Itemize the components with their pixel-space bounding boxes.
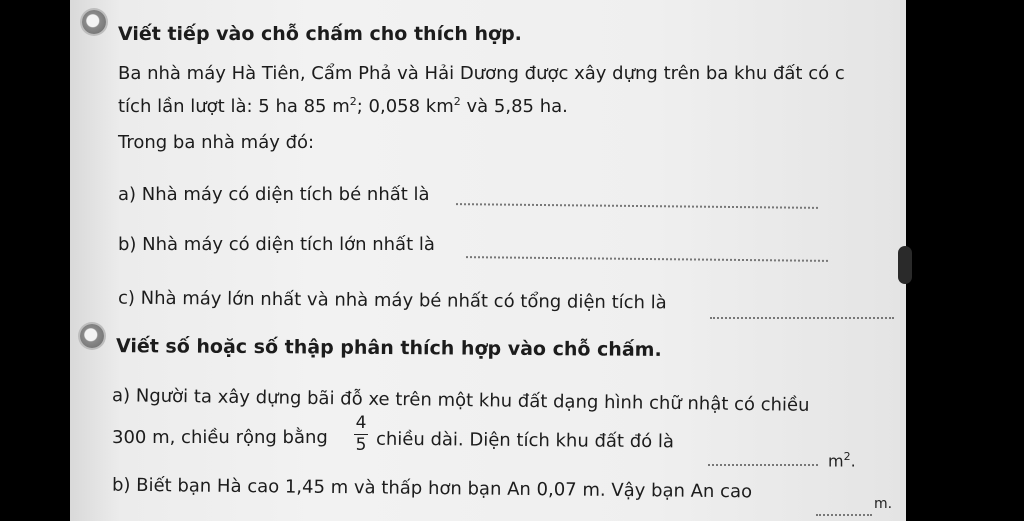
superscript: 2: [453, 95, 461, 108]
exercise-8-item-a-line-2-prefix: 300 m, chiều rộng bằng: [112, 427, 328, 448]
superscript: 2: [349, 95, 357, 108]
intro-area-1: tích lần lượt là: 5 ha 85 m: [118, 96, 350, 117]
exercise-7-item-b: b) Nhà máy có diện tích lớn nhất là: [118, 234, 435, 255]
exercise-8-answer-a-blank[interactable]: [708, 464, 818, 466]
exercise-8-item-b-unit: m.: [874, 496, 893, 512]
binder-ring: [898, 246, 912, 284]
exercise-7-item-a: a) Nhà máy có diện tích bé nhất là: [118, 184, 430, 205]
unit-m: m: [828, 451, 844, 471]
exercise-8-item-a-unit: [828, 450, 856, 470]
exercise-7-number-badge: [82, 10, 106, 34]
fraction-numerator: 4: [355, 413, 367, 433]
exercise-8-item-a-line-2-suffix: chiều dài. Diện tích khu đất đó là: [375, 428, 675, 453]
fraction-four-fifths: [354, 414, 368, 455]
exercise-7-answer-c-blank[interactable]: [710, 317, 894, 319]
unit-period: .: [850, 451, 856, 471]
exercise-7-intro-line-3: Trong ba nhà máy đó:: [118, 132, 315, 153]
exercise-8-heading: Viết số hoặc số thập phân thích hợp vào chỗ chấm.: [115, 335, 662, 361]
intro-area-3: và 5,85 ha.: [460, 96, 568, 117]
exercise-7-intro-line-2: [118, 95, 568, 117]
workbook-page: [70, 0, 906, 521]
exercise-8-item-a-line-1: a) Người ta xây dựng bãi đỗ xe trên một khu đất dạng hình chữ nhật có chiều: [111, 385, 810, 416]
intro-area-2: ; 0,058 km: [356, 96, 454, 117]
fraction-denominator: 5: [355, 435, 367, 455]
exercise-8-answer-b-blank[interactable]: [816, 514, 872, 516]
binder-background: [906, 0, 1024, 521]
exercise-7-answer-a-blank[interactable]: [456, 203, 818, 209]
exercise-7-intro-line-1: Ba nhà máy Hà Tiên, Cẩm Phả và Hải Dương được xây dựng trên ba khu đất có c: [118, 63, 845, 84]
exercise-7-answer-b-blank[interactable]: [466, 256, 828, 262]
exercise-7-heading: Viết tiếp vào chỗ chấm cho thích hợp.: [118, 23, 522, 45]
exercise-8-item-b: b) Biết bạn Hà cao 1,45 m và thấp hơn bạn An 0,07 m. Vậy bạn An cao: [111, 474, 753, 503]
exercise-7-item-c: c) Nhà máy lớn nhất và nhà máy bé nhất có tổng diện tích là: [117, 287, 667, 314]
unit-superscript: 2: [843, 450, 851, 463]
exercise-8-number-badge: [80, 324, 104, 348]
